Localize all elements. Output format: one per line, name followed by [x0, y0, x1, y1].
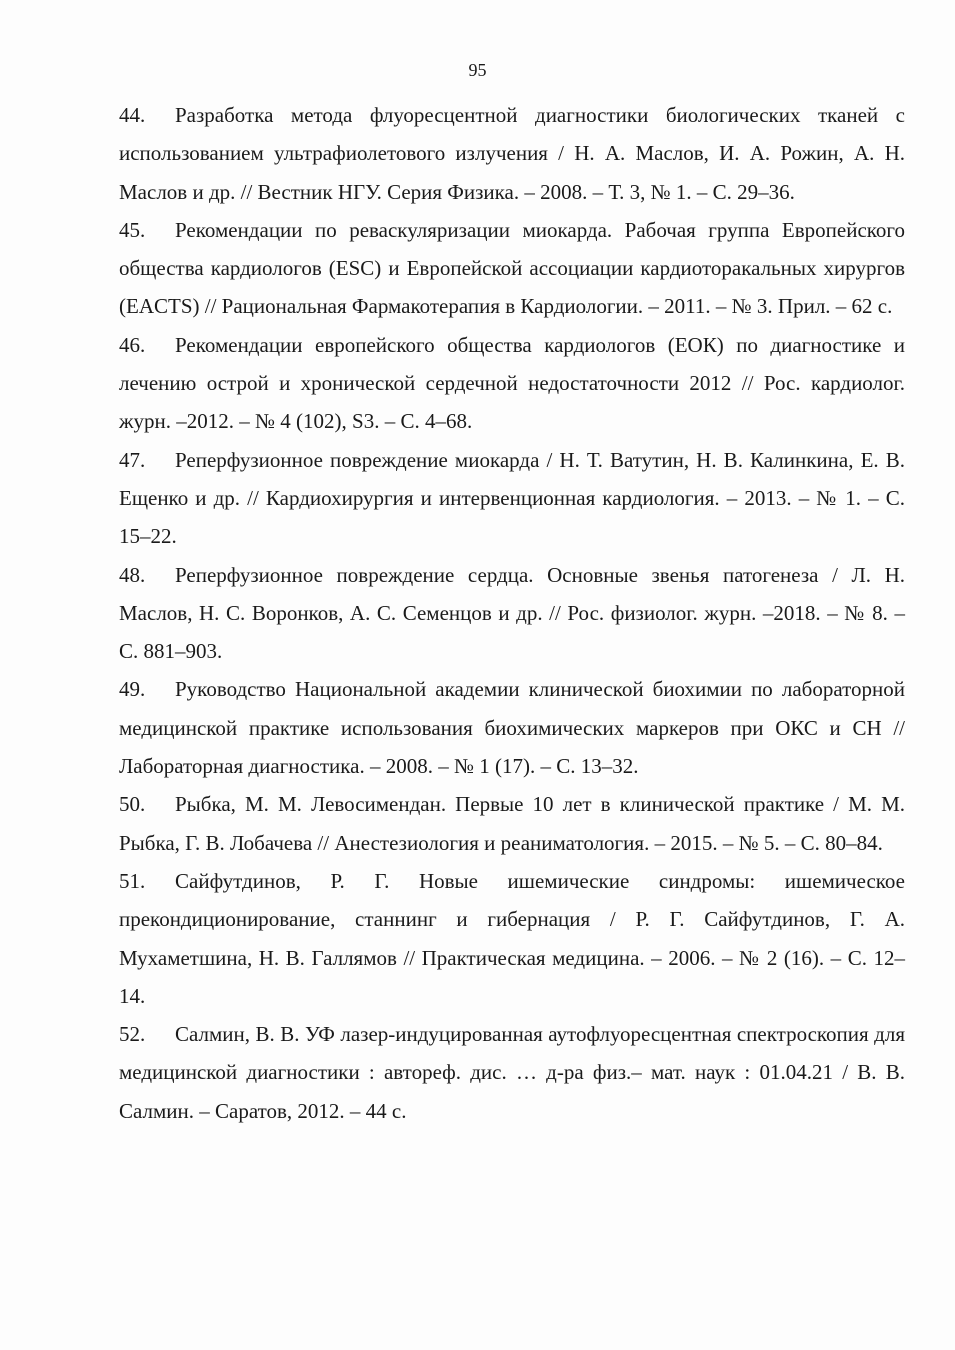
reference-item-48	[119, 556, 905, 671]
reference-item-49	[119, 670, 905, 785]
reference-number: 50.	[119, 792, 146, 817]
reference-item-44	[119, 96, 905, 211]
page-number: 95	[468, 60, 487, 80]
reference-text: Реперфузионное повреждение миокарда / Н. Т. Ватутин, Н. В. Калинкина, Е. В. Ещенко и др. // Кардиохирургия и интервенционная кардиология. – 2013. – № 1. – С. 15–22.	[119, 447, 905, 549]
reference-number: 44.	[119, 103, 146, 127]
reference-item-51	[119, 862, 905, 1015]
reference-number: 45.	[119, 217, 146, 242]
reference-text: Рекомендации по реваскуляризации миокарда. Рабочая группа Европейского общества кардиологов (ESC) и Европейской ассоциации кардиоторакальных хирургов (EACTS) // Рациональная Фармакотерапия в Кардиологии. – 2011. – № 3. Прил. – 62 с.	[119, 217, 905, 319]
reference-text: Рыбка, М. М. Левосимендан. Первые 10 лет в клинической практике / М. М. Рыбка, Г. В. Лобачева // Анестезиология и реаниматология. – 2015. – № 5. – С. 80–84.	[119, 792, 905, 855]
reference-item-46	[119, 326, 905, 441]
reference-number: 46.	[119, 332, 146, 357]
reference-text: Салмин, В. В. УФ лазер-индуцированная аутофлуоресцентная спектроскопия для медицинской диагностики : автореф. дис. … д-ра физ.– мат. наук : 01.04.21 / В. В. Салмин. – Саратов, 2012. – 44 с.	[119, 1022, 905, 1123]
reference-number: 52.	[119, 1022, 146, 1047]
reference-number: 47.	[119, 447, 146, 472]
reference-list	[119, 96, 905, 1130]
reference-number: 51.	[119, 868, 146, 893]
reference-text: Разработка метода флуоресцентной диагностики биологических тканей с использованием ультрафиолетового излучения / Н. А. Маслов, И. А. Рожин, А. Н. Маслов и др. // Вестник НГУ. Серия Физика. – 2008. – Т. 3, № 1. – С. 29–36.	[119, 103, 905, 204]
reference-text: Рекомендации европейского общества кардиологов (ЕОК) по диагностике и лечению острой и хронической сердечной недостаточности 2012 // Рос. кардиолог. журн. –2012. – № 4 (102), S3. – С. 4–68.	[119, 332, 905, 434]
reference-item-52	[119, 1015, 905, 1130]
reference-number: 48.	[119, 562, 146, 587]
reference-item-50	[119, 785, 905, 862]
reference-text: Сайфутдинов, Р. Г. Новые ишемические синдромы: ишемическое прекондиционирование, станнинг и гибернация / Р. Г. Сайфутдинов, Г. А. Мухаметшина, Н. В. Галлямов // Практическая медицина. – 2006. – № 2 (16). – С. 12–14.	[119, 868, 905, 1008]
reference-item-47	[119, 441, 905, 556]
reference-text: Реперфузионное повреждение сердца. Основные звенья патогенеза / Л. Н. Маслов, Н. С. Воронков, А. С. Семенцов и др. // Рос. физиолог. журн. –2018. – № 8. – С. 881–903.	[119, 562, 905, 664]
reference-text: Руководство Национальной академии клинической биохимии по лабораторной медицинской практике использования биохимических маркеров при ОКС и СН // Лабораторная диагностика. – 2008. – № 1 (17). – С. 13–32.	[119, 677, 905, 779]
reference-item-45	[119, 211, 905, 326]
reference-number: 49.	[119, 677, 146, 702]
